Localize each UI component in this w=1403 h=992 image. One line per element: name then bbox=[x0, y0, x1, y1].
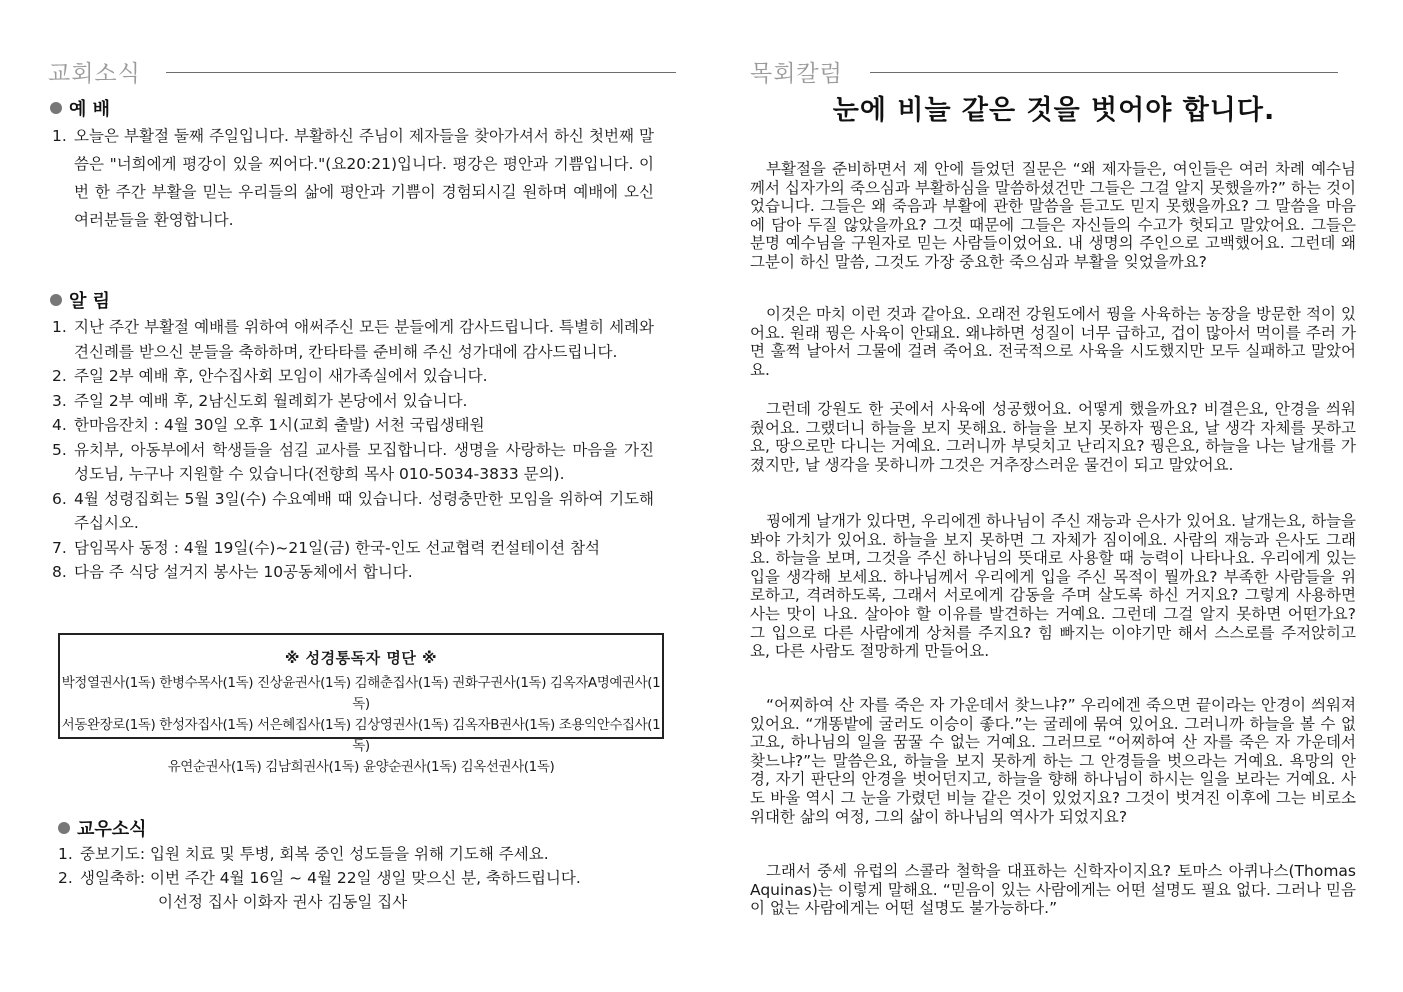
worship-item: 1. 오늘은 부활절 둘째 주일입니다. 부활하신 주님이 제자들을 찾아가셔서 하신 첫번째 말씀은 "너희에게 평강이 있을 찌어다."(요20:21)입니다. 평강은 평안과 기쁨입니다. 이번 한 주간 부활을 믿는 우리들의 삶에 평안과 기쁨이 경험되시길 원하며 예배에 오신 여러분들을 환영합니다. bbox=[52, 127, 654, 229]
notices-list bbox=[52, 315, 654, 585]
bible-reader-box bbox=[58, 633, 664, 775]
right-section-title: 목회칼럼 bbox=[750, 61, 843, 87]
notice-item: 4. 한마음잔치 : 4월 30일 오후 1시(교회 출발) 서천 국립생태원 bbox=[52, 416, 485, 434]
notice-item: 2. 주일 2부 예배 후, 안수집사회 모임이 새가족실에서 있습니다. bbox=[52, 367, 488, 385]
bible-reader-line: 유연순권사(1독) 김남희권사(1독) 윤양순권사(1독) 김옥선권사(1독) bbox=[167, 759, 555, 775]
bullet-dot-icon bbox=[58, 822, 70, 834]
notices-heading-label: 알 림 bbox=[69, 291, 111, 312]
bible-reader-line: 서동완장로(1독) 한성자집사(1독) 서은혜집사(1독) 김상영권사(1독) 김옥자B권사(1독) 조용익안수집사(1독) bbox=[61, 717, 661, 754]
alumni-item: 2. 생일축하: 이번 주간 4월 16일 ~ 4월 22일 생일 맞으신 분, 축하드립니다. bbox=[58, 869, 581, 887]
worship-list bbox=[52, 122, 654, 234]
notices-heading bbox=[50, 287, 110, 313]
notice-item: 1. 지난 주간 부활절 예배를 위하여 애써주신 모든 분들에게 감사드립니다. 특별히 세례와 견신례를 받으신 분들을 축하하며, 칸타타를 준비해 주신 성가대에 감사드립니다. bbox=[52, 318, 654, 361]
worship-heading-label: 예 배 bbox=[69, 99, 111, 120]
bible-reader-line: 박정열권사(1독) 한병수목사(1독) 진상윤권사(1독) 김해춘집사(1독) 권화구권사(1독) 김옥자A명예권사(1독) bbox=[61, 675, 661, 712]
notice-item: 7. 담임목사 동정 : 4월 19일(수)~21일(금) 한국-인도 선교협력 컨설테이션 참석 bbox=[52, 538, 601, 557]
column-paragraph: 꿩에게 날개가 있다면, 우리에겐 하나님이 주신 재능과 은사가 있어요. 날개는요, 하늘을 봐야 가치가 있어요. 하늘을 보지 못하면 그 자체가 짐이에요. 사람의 재능과 은사도 그래요. 하늘을 보며, 그것을 주신 하나님의 뜻대로 사용할 때 능력이 나타나요. 우리에게 있는 입을 생각해 보세요. 하나님께서 우리에게 입을 주신 목적이 뭘까요? 부족한 사람들을 위로하고, 격려하도록, 그래서 서로에게 감동을 주며 살도록 하신 거지요? 그렇게 사용하면 사는 맛이 나요. 살아야 할 이유를 발견하는 거예요. 그런데 그걸 알지 못하면 어떤가요? 그 입으로 다른 사람에게 상처를 주지요? 힘 빠지는 이야기만 해서 스스로를 주저앉히고요, 다른 사람도 절망하게 만들어요. bbox=[750, 512, 1356, 661]
column-paragraph: 이것은 마치 이런 것과 같아요. 오래전 강원도에서 꿩을 사육하는 농장을 방문한 적이 있어요. 원래 꿩은 사육이 안돼요. 왜냐하면 성질이 너무 급하고, 겁이 많아서 먹이를 주러 가면 훌쩍 날아서 그물에 걸려 죽어요. 전국적으로 사육을 시도했지만 모두 실패하고 말았어요. bbox=[750, 305, 1356, 379]
alumni-item: 1. 중보기도: 입원 치료 및 투병, 회복 중인 성도들을 위해 기도해 주세요. bbox=[58, 845, 549, 863]
left-title-rule bbox=[166, 72, 676, 73]
column-title: 눈에 비늘 같은 것을 벗어야 합니다. bbox=[832, 95, 1276, 126]
alumni-list bbox=[58, 842, 581, 914]
worship-heading bbox=[50, 95, 110, 121]
alumni-birthday-names: 이선정 집사 이화자 권사 김동일 집사 bbox=[158, 893, 408, 911]
bullet-dot-icon bbox=[50, 294, 62, 306]
column-paragraph: “어찌하여 산 자를 죽은 자 가운데서 찾느냐?” 우리에겐 죽으면 끝이라는 안경이 씌워져 있어요. “개똥밭에 굴러도 이승이 좋다.”는 굴레에 묶여 있어요. 그러니까 하늘을 볼 수 없고요, 하나님의 일을 꿈꿀 수 없는 거예요. 그러므로 “어찌하여 산 자를 죽은 자 가운데서 찾느냐?”는 말씀은요, 하늘을 보지 못하게 하는 그 안경들을 벗으라는 거예요. 욕망의 안경, 자기 판단의 안경을 벗어던지고, 하늘을 향해 하나님이 하시는 일을 보라는 거예요. 사도 바울 역시 그 눈을 가렸던 비늘 같은 것이 있었지요? 그것이 벗겨진 이후에 그는 비로소 위대한 삶의 여정, 그의 삶이 하나님의 역사가 되었지요? bbox=[750, 696, 1356, 826]
right-title-rule bbox=[870, 72, 1338, 73]
notice-item: 6. 4월 성령집회는 5월 3일(수) 수요예배 때 있습니다. 성령충만한 모임을 위하여 기도해 주십시오. bbox=[52, 489, 654, 532]
alumni-heading bbox=[58, 815, 147, 841]
column-paragraph: 부활절을 준비하면서 제 안에 들었던 질문은 “왜 제자들은, 여인들은 여러 차례 예수님께서 십자가의 죽으심과 부활하심을 말씀하셨건만 그들은 그걸 알지 못했을까?” 하는 것이었습니다. 그들은 왜 죽음과 부활에 관한 말씀을 듣고도 믿지 못했을까요? 그 말씀을 마음에 담아 두질 않았을까요? 그것 때문에 그들은 자신들의 수고가 헛되고 말았어요. 그들은 분명 예수님을 구원자로 믿는 사람들이었어요. 내 생명의 주인으로 고백했어요. 그런데 왜 그분이 하신 말씀, 그것도 가장 중요한 죽으심과 부활을 잊었을까요? bbox=[750, 160, 1356, 271]
bullet-dot-icon bbox=[50, 102, 62, 114]
left-section-title: 교회소식 bbox=[48, 61, 141, 87]
bible-reader-names bbox=[60, 673, 662, 778]
notice-item: 8. 다음 주 식당 설거지 봉사는 10공동체에서 합니다. bbox=[52, 563, 413, 581]
notice-item: 3. 주일 2부 예배 후, 2남신도회 월례회가 본당에서 있습니다. bbox=[52, 391, 468, 410]
notice-item: 5. 유치부, 아동부에서 학생들을 섬길 교사를 모집합니다. 생명을 사랑하는 마음을 가진 성도님, 누구나 지원할 수 있습니다(전향희 목사 010-5034-3833 문의). bbox=[52, 440, 654, 483]
column-paragraph: 그런데 강원도 한 곳에서 사육에 성공했어요. 어떻게 했을까요? 비결은요, 안경을 씌워줬어요. 그랬더니 하늘을 보지 못해요. 하늘을 보지 못하자 꿩은요, 날 생각 자체를 못하고요, 땅으로만 다니는 거예요. 그러니까 부딪치고 난리지요? 꿩은요, 하늘을 나는 날개를 가졌지만, 날 생각을 못하니까 그것은 거추장스러운 물건이 되고 말았어요. bbox=[750, 400, 1356, 474]
bible-reader-title: ※ 성경통독자 명단 ※ bbox=[284, 649, 438, 667]
column-paragraph: 그래서 중세 유럽의 스콜라 철학을 대표하는 신학자이지요? 토마스 아퀴나스(Thomas Aquinas)는 이렇게 말해요. “믿음이 있는 사람에게는 어떤 설명도 필요 없다. 그러나 믿음이 없는 사람에게는 어떤 설명도 불가능하다.” bbox=[750, 862, 1356, 918]
alumni-heading-label: 교우소식 bbox=[77, 819, 147, 840]
